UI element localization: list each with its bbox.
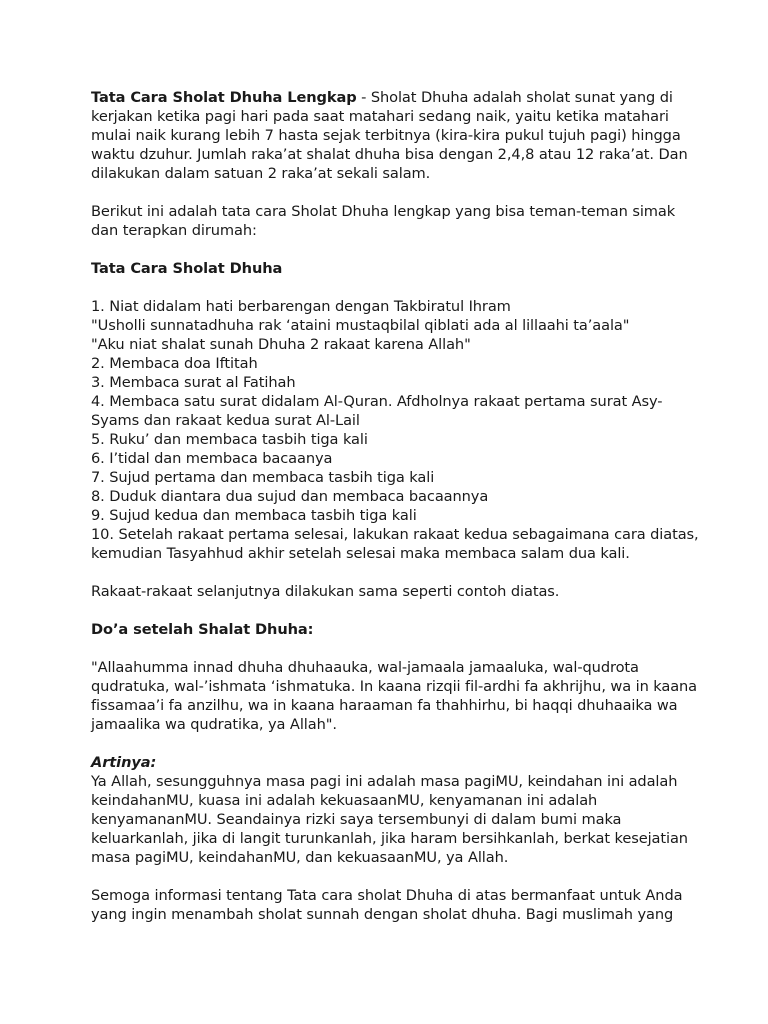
step-line: 7. Sujud pertama dan membaca tasbih tiga kali	[91, 469, 435, 486]
step-line: Syams dan rakaat kedua surat Al-Lail	[91, 412, 360, 429]
paragraph-2-line-2: dan terapkan dirumah:	[91, 222, 257, 239]
intro-text: - Sholat Dhuha adalah sholat sunat yang di	[356, 89, 673, 106]
step-line: 5. Ruku’ dan membaca tasbih tiga kali	[91, 431, 368, 448]
spacer	[91, 639, 681, 658]
spacer	[91, 601, 681, 620]
step-line: 9. Sujud kedua dan membaca tasbih tiga kali	[91, 507, 417, 524]
intro-line-1	[91, 88, 681, 107]
step-line: 4. Membaca satu surat didalam Al-Quran. Afdholnya rakaat pertama surat Asy-	[91, 393, 663, 410]
doa-line: "Allaahumma innad dhuha dhuhaauka, wal-jamaala jamaaluka, wal-qudrota	[91, 659, 639, 676]
doa-line: fissamaa’i fa anzilhu, wa in kaana haraaman fa thahhirhu, bi haqqi dhuhaaika wa	[91, 697, 678, 714]
artinya-paragraph	[91, 753, 688, 867]
intro-line-3: mulai naik kurang lebih 7 hasta sejak terbitnya (kira-kira pukul tujuh pagi) hingga	[91, 127, 681, 144]
steps-list	[91, 297, 699, 563]
doa-line: jamaalika wa qudratika, ya Allah".	[91, 716, 337, 733]
step-line: 3. Membaca surat al Fatihah	[91, 374, 296, 391]
closing-line: yang ingin menambah sholat sunnah dengan sholat dhuha. Bagi muslimah yang	[91, 906, 674, 923]
step-line: 8. Duduk diantara dua sujud dan membaca bacaannya	[91, 488, 489, 505]
heading-doa: Do’a setelah Shalat Dhuha:	[91, 621, 314, 638]
intro-paragraph	[91, 88, 688, 183]
document-page	[91, 88, 699, 924]
step-line: 1. Niat didalam hati berbarengan dengan Takbiratul Ihram	[91, 298, 511, 315]
paragraph-2	[91, 202, 681, 240]
artinya-line: kenyamananMU. Seandainya rizki saya tersembunyi di dalam bumi maka	[91, 811, 622, 828]
spacer	[91, 183, 681, 202]
intro-line-4: waktu dzuhur. Jumlah raka’at shalat dhuha bisa dengan 2,4,8 atau 12 raka’at. Dan	[91, 146, 688, 163]
artinya-line: keindahanMU, kuasa ini adalah kekuasaanMU, kenyamanan ini adalah	[91, 792, 598, 809]
artinya-line: keluarkanlah, jika di langit turunkanlah, jika haram bersihkanlah, berkat kesejatian	[91, 830, 688, 847]
article-title: Tata Cara Sholat Dhuha Lengkap	[91, 89, 357, 106]
closing-line: Semoga informasi tentang Tata cara sholat Dhuha di atas bermanfaat untuk Anda	[91, 887, 683, 904]
heading-tata-cara: Tata Cara Sholat Dhuha	[91, 260, 283, 277]
spacer	[91, 278, 681, 297]
paragraph-2-line-1: Berikut ini adalah tata cara Sholat Dhuha lengkap yang bisa teman-teman simak	[91, 203, 676, 220]
intro-line-5: dilakukan dalam satuan 2 raka’at sekali salam.	[91, 165, 431, 182]
doa-line: qudratuka, wal-’ishmata ‘ishmatuka. In kaana rizqii fil-ardhi fa akhrijhu, wa in kaana	[91, 678, 698, 695]
step-line: 6. I’tidal dan membaca bacaanya	[91, 450, 333, 467]
artinya-label: Artinya:	[91, 754, 157, 771]
artinya-line: Ya Allah, sesungguhnya masa pagi ini adalah masa pagiMU, keindahan ini adalah	[91, 773, 678, 790]
doa-paragraph	[91, 658, 698, 734]
step-line: kemudian Tasyahhud akhir setelah selesai maka membaca salam dua kali.	[91, 545, 630, 562]
spacer	[91, 563, 681, 582]
spacer	[91, 240, 681, 259]
step-line: 10. Setelah rakaat pertama selesai, lakukan rakaat kedua sebagaimana cara diatas,	[91, 526, 699, 543]
paragraph-3: Rakaat-rakaat selanjutnya dilakukan sama seperti contoh diatas.	[91, 583, 560, 600]
artinya-line: masa pagiMU, keindahanMU, dan kekuasaanMU, ya Allah.	[91, 849, 509, 866]
closing-paragraph	[91, 886, 681, 924]
spacer	[91, 734, 681, 753]
intro-line-2: kerjakan ketika pagi hari pada saat matahari sedang naik, yaitu ketika matahari	[91, 108, 669, 125]
spacer	[91, 867, 681, 886]
step-line: "Usholli sunnatadhuha rak ‘ataini mustaqbilal qiblati ada al lillaahi ta’aala"	[91, 317, 630, 334]
step-line: "Aku niat shalat sunah Dhuha 2 rakaat karena Allah"	[91, 336, 471, 353]
step-line: 2. Membaca doa Iftitah	[91, 355, 258, 372]
